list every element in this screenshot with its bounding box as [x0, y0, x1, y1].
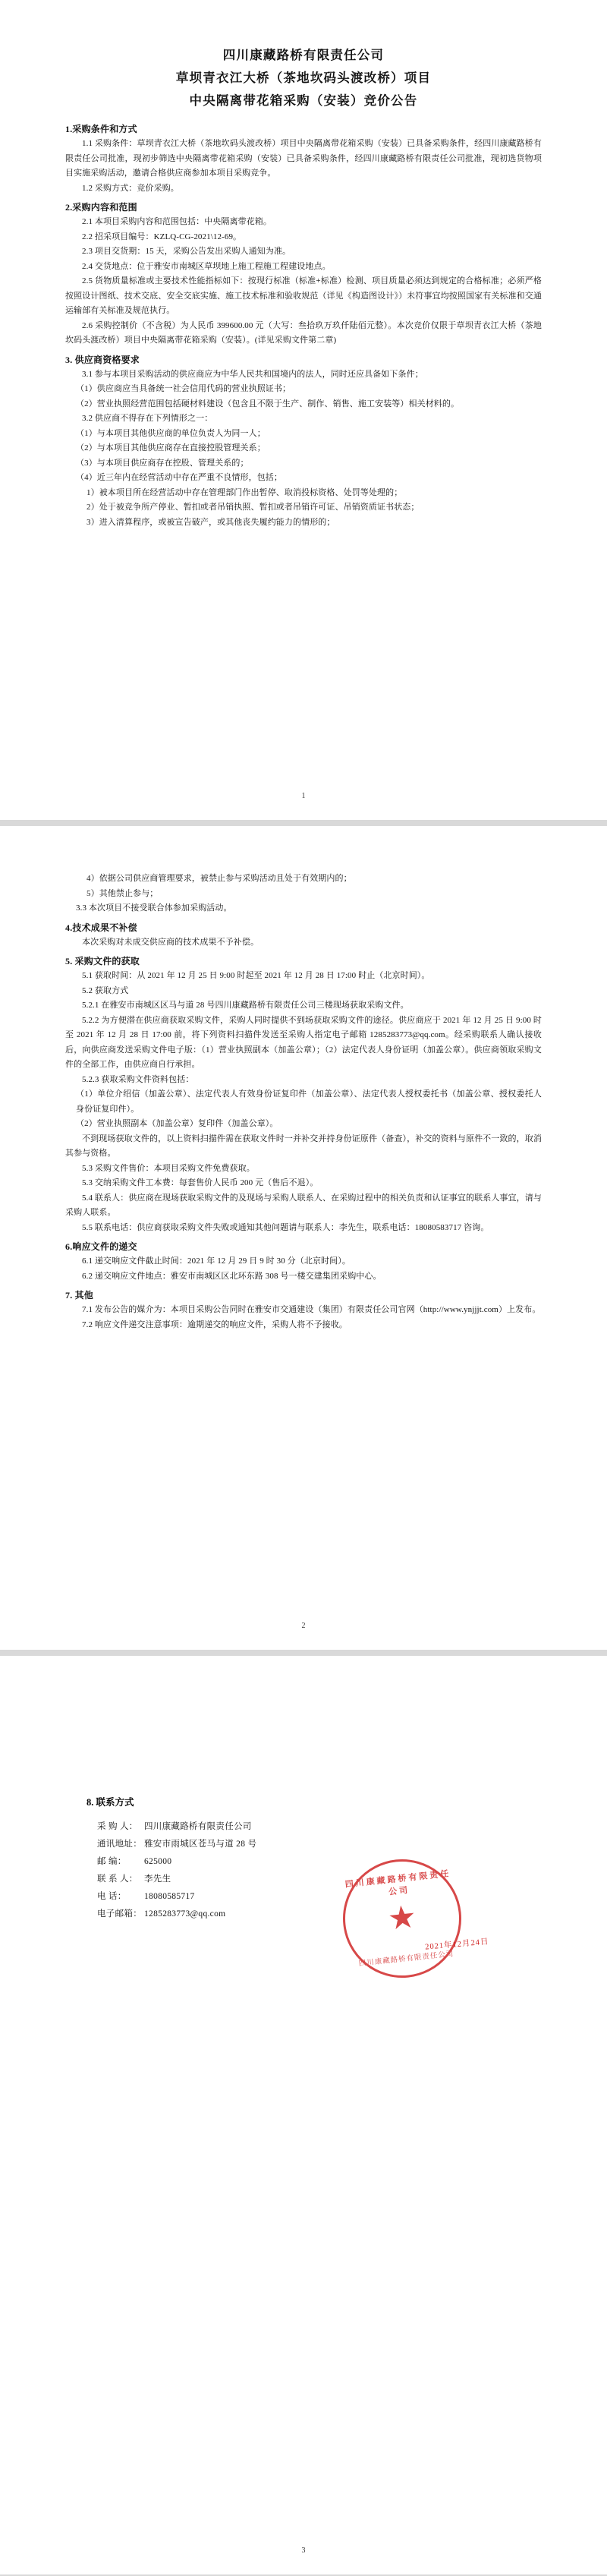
contact-section [65, 1792, 542, 1923]
section-2-item-6: 2.6 采购控制价（不含税）为人民币 399600.00 元（大写：叁拾玖万玖仟陆佰元整）。本次竞价仅限于草坝青衣江大桥（茶地坎码头渡改桥）项目中央隔离带花箱采购（安装）。(详见采购文件第二章) [65, 320, 542, 345]
section-5-item-2: 5.2 获取方式 [82, 985, 129, 995]
contact-value-email: 1285283773@qq.com [144, 1909, 226, 1919]
section-5-item-4: 5.2.2 为方便潜在供应商获取采购文件，采购人同时提供不到场获取采购文件的途径。供应商应于 2021 年 12 月 25 日 9:00 时至 2021 年 12 月 28 日 17:00 前，将下列资料扫描件发送至采购人指定电子邮箱 1285283773@qq.com。经采购联系人确认接收后，向供应商发送采购文件电子版：（1）营业执照副本（加盖公章）；（2）法定代表人身份证明（加盖公章）。供应商领取采购文件的全部工作，由供应商自行承担。 [65, 1015, 542, 1069]
section-5-item-3: 5.2.1 在雅安市南城区区马与道 28 号四川康藏路桥有限责任公司三楼现场获取采购文件。 [82, 1001, 409, 1010]
section-5-item-10: 5.3 交纳采购文件工本费：每套售价人民币 200 元（售后不退）。 [82, 1178, 319, 1187]
contact-label-postcode: 邮 编： [97, 1857, 127, 1866]
contact-row-buyer [65, 1818, 542, 1836]
section-4-heading: 4.技术成果不补偿 [65, 922, 137, 933]
contact-label-person: 联 系 人： [97, 1874, 138, 1884]
section-4-item-1: 本次采购对未成交供应商的技术成果不予补偿。 [82, 937, 259, 947]
contact-label-address: 通讯地址： [97, 1840, 142, 1849]
section-3-item-6: （2）与本项目其他供应商存在直接控股管理关系； [76, 443, 266, 452]
seal-date: 2021年12月24日 [424, 1938, 489, 1952]
section-3-item-2: （1）供应商应当具备统一社会信用代码的营业执照证书； [76, 384, 291, 393]
page-number-1: 1 [301, 792, 306, 800]
contact-value-person: 李先生 [144, 1874, 171, 1884]
section-7-item-1: 7.1 发布公告的媒介为：本项目采购公告同时在雅安市交通建设（集团）有限责任公司官网（http://www.ynjjjt.com）上发布。 [82, 1305, 541, 1314]
section-3-item-10: 2）处于被竞争所产停业、暂扣或者吊销执照、暂扣或者吊销许可证、吊销资质证书状态； [86, 503, 420, 512]
section-5-item-6: （1）单位介绍信（加盖公章）、法定代表人有效身份证复印件（加盖公章）、法定代表人授权委托书（加盖公章、授权委托人身份证复印件）。 [76, 1089, 542, 1114]
page-2 [0, 826, 607, 1650]
section-5-item-12: 5.5 联系电话：供应商获取采购文件失败或通知其他问题请与联系人：李先生，联系电话：18080583717 咨询。 [82, 1222, 489, 1232]
section-3b-item-3: 3.3 本次项目不接受联合体参加采购活动。 [76, 903, 232, 913]
page-number-2: 2 [301, 1622, 306, 1630]
seal-org-bottom: 四川康藏路桥有限责任公司 [358, 1950, 454, 1969]
section-6-item-1: 6.1 递交响应文件截止时间：2021 年 12 月 29 日 9 时 30 分（北京时间）。 [82, 1256, 351, 1266]
section-3-item-4: 3.2 供应商不得存在下列情形之一： [82, 414, 213, 423]
star-icon: ★ [385, 1900, 419, 1938]
section-6-item-2: 6.2 递交响应文件地点：雅安市南城区区北环东路 308 号一楼交建集团采购中心。 [82, 1271, 382, 1281]
section-6-heading: 6.响应文件的递交 [65, 1241, 137, 1252]
section-3-item-11: 3）进入清算程序，或被宣告破产，或其他丧失履约能力的情形的； [86, 517, 335, 527]
section-3-item-8: （4）近三年内在经营活动中存在严重不良情形，包括； [76, 473, 282, 482]
section-1-heading: 1.采购条件和方式 [65, 124, 137, 134]
section-5-item-1: 5.1 获取时间：从 2021 年 12 月 25 日 9:00 时起至 2021 年 12 月 28 日 17:00 时止（北京时间）。 [82, 971, 430, 980]
section-1-item-2: 1.2 采购方式：竞价采购。 [82, 183, 179, 193]
section-3b-item-2: 5）其他禁止参与； [86, 888, 159, 898]
section-5-item-7: （2）营业执照副本（加盖公章）复印件（加盖公章）。 [76, 1119, 278, 1128]
section-2-item-5: 2.5 货物质量标准或主要技术性能指标如下：按现行标准（标准+标准）检测、项目质量必须达到规定的合格标准；必须严格按照设计图纸、技术交底、安全交底实施、施工技术标准和验收规范（详见《构造图设计》）未符事宜均按照国家有关标准和交通运输部有关标准及规范执行。 [65, 276, 542, 315]
section-1-item-1: 1.1 采购条件：草坝青衣江大桥（茶地坎码头渡改桥）项目中央隔离带花箱采购（安装）已具备采购条件，经四川康藏路桥有限责任公司批准，现初步筛选中央隔离带花箱采购（安装）已具备采购条件，经四川康藏路桥有限责任公司批准，现初选货物项目实施采购活动，邀请合格供应商参加本项目采购竞争。 [65, 139, 542, 178]
section-3-item-3: （2）营业执照经营范围包括硬材料建设（包含且不限于生产、制作、销售、施工安装等）相关材料的。 [76, 399, 460, 408]
seal-org-top: 四川康藏路桥有限责任公司 [344, 1869, 451, 1897]
contact-row-phone [65, 1888, 542, 1906]
contact-row-person [65, 1871, 542, 1888]
contact-label-buyer: 采 购 人： [97, 1822, 138, 1831]
page-3 [0, 1656, 607, 2574]
section-2-item-4: 2.4 交货地点：位于雅安市南城区草坝地上施工程施工程建设地点。 [82, 261, 331, 271]
section-2-item-2: 2.2 招采项目编号：KZLQ-CG-2021\12-69。 [82, 232, 242, 241]
section-3-item-1: 3.1 参与本项目采购活动的供应商应为中华人民共和国境内的法人，同时还应具备如下条件； [82, 369, 423, 379]
contact-row-postcode [65, 1853, 542, 1871]
contact-value-buyer: 四川康藏路桥有限责任公司 [144, 1822, 252, 1831]
section-3-item-7: （3）与本项目供应商存在控股、管理关系的； [76, 458, 249, 468]
section-7-item-2: 7.2 响应文件递交注意事项：逾期递交的响应文件，采购人将不予接收。 [82, 1320, 348, 1329]
section-5-item-11: 5.4 联系人：供应商在现场获取采购文件的及现场与采购人联系人、在采购过程中的相关负责和认证事宜的联系人事宜，请与采购人联系。 [65, 1193, 542, 1217]
contact-row-email [65, 1906, 542, 1923]
title-line-3: 中央隔离带花箱采购（安装）竞价公告 [189, 93, 418, 108]
section-2-heading: 2.采购内容和范围 [65, 202, 137, 213]
contact-row-address [65, 1836, 542, 1853]
contact-label-phone: 电 话： [97, 1892, 127, 1901]
contact-label-email: 电子邮箱： [97, 1909, 142, 1919]
section-3-item-5: （1）与本项目其他供应商的单位负责人为同一人； [76, 428, 266, 438]
section-2-item-3: 2.3 项目交货期：15 天，采购公告发出采购人通知为准。 [82, 247, 291, 256]
section-5-item-9: 5.3 采购文件售价：本项目采购文件免费获取。 [82, 1163, 255, 1173]
contact-value-address: 雅安市雨城区苍马与道 28 号 [144, 1840, 257, 1849]
section-3-heading: 3. 供应商资格要求 [65, 354, 140, 365]
title-line-2: 草坝青衣江大桥（茶地坎码头渡改桥）项目 [175, 71, 432, 85]
section-2-item-1: 2.1 本项目采购内容和范围包括：中央隔离带花箱。 [82, 217, 272, 226]
title-line-1: 四川康藏路桥有限责任公司 [222, 48, 385, 62]
page-number-3: 3 [301, 2546, 306, 2555]
page-1 [0, 0, 607, 820]
document-title [65, 44, 542, 112]
section-5-heading: 5. 采购文件的获取 [65, 956, 140, 966]
section-3b-item-1: 4）依据公司供应商管理要求，被禁止参与采购活动且处于有效期内的； [86, 874, 352, 883]
section-5-item-8: 不到现场获取文件的，以上资料扫描件需在获取文件时一并补交并持身份证原件（备查），补交的资料与原件不一致的，取消其参与资格。 [65, 1134, 542, 1158]
section-7-heading: 7. 其他 [65, 1290, 94, 1301]
section-8-heading: 8. 联系方式 [86, 1797, 134, 1808]
section-5-item-5: 5.2.3 获取采购文件资料包括： [82, 1074, 194, 1084]
contact-value-postcode: 625000 [144, 1857, 172, 1866]
contact-value-phone: 18080585717 [144, 1892, 195, 1901]
section-3-item-9: 1）被本项目所在经营活动中存在管理部门作出暂停、取消投标资格、处罚等处理的； [86, 487, 403, 497]
